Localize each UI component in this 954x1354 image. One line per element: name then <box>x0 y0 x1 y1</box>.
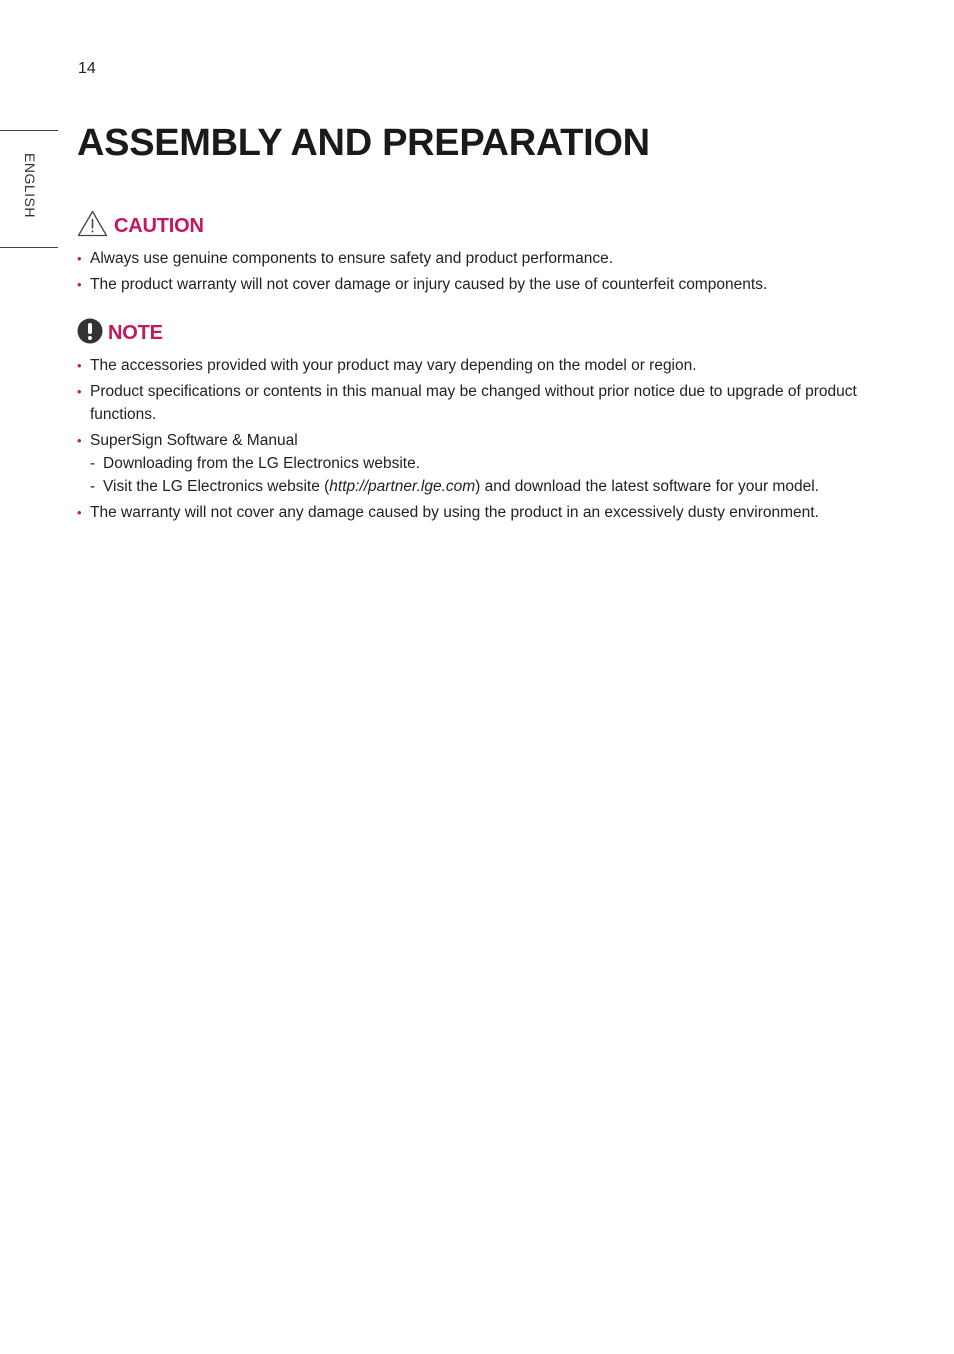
list-item <box>77 501 887 524</box>
sub-list-item <box>90 475 887 498</box>
caution-list <box>77 247 887 299</box>
website-link[interactable]: http://partner.lge.com <box>329 478 476 495</box>
bullet-icon: • <box>77 433 82 448</box>
list-item <box>77 429 887 498</box>
caution-header <box>77 210 204 242</box>
note-header <box>77 318 163 349</box>
sub-item-prefix: Visit the LG Electronics website ( <box>103 478 330 495</box>
caution-item-text: The product warranty will not cover damage or injury caused by the use of counterfeit components. <box>90 276 768 293</box>
warning-triangle-icon <box>77 210 108 242</box>
language-tab-label: ENGLISH <box>22 153 38 218</box>
list-item <box>77 380 887 426</box>
note-item-text: SuperSign Software & Manual <box>90 432 298 449</box>
bullet-icon: • <box>77 251 82 266</box>
list-item <box>77 354 887 377</box>
language-tab <box>0 130 58 248</box>
note-item-text: Product specifications or contents in this manual may be changed without prior notice due to upgrade of product functions. <box>90 383 857 423</box>
note-item-text: The accessories provided with your product may vary depending on the model or region. <box>90 357 697 374</box>
note-item-text: The warranty will not cover any damage caused by using the product in an excessively dusty environment. <box>90 504 819 521</box>
note-label: NOTE <box>108 322 163 344</box>
list-item <box>77 273 887 296</box>
page-title: ASSEMBLY AND PREPARATION <box>77 122 650 164</box>
sub-list-item <box>90 452 887 475</box>
caution-item-text: Always use genuine components to ensure safety and product performance. <box>90 250 614 267</box>
sub-list <box>90 452 887 498</box>
exclamation-circle-icon <box>77 318 103 349</box>
dash-icon: - <box>90 478 96 495</box>
list-item <box>77 247 887 270</box>
sub-item-text: Downloading from the LG Electronics website. <box>103 455 421 472</box>
bullet-icon: • <box>77 358 82 373</box>
caution-label: CAUTION <box>114 214 204 237</box>
bullet-icon: • <box>77 277 82 292</box>
dash-icon: - <box>90 455 96 472</box>
page-number: 14 <box>78 60 96 77</box>
note-list <box>77 354 887 527</box>
sub-item-suffix: ) and download the latest software for your model. <box>475 478 819 495</box>
bullet-icon: • <box>77 384 82 399</box>
bullet-icon: • <box>77 505 82 520</box>
